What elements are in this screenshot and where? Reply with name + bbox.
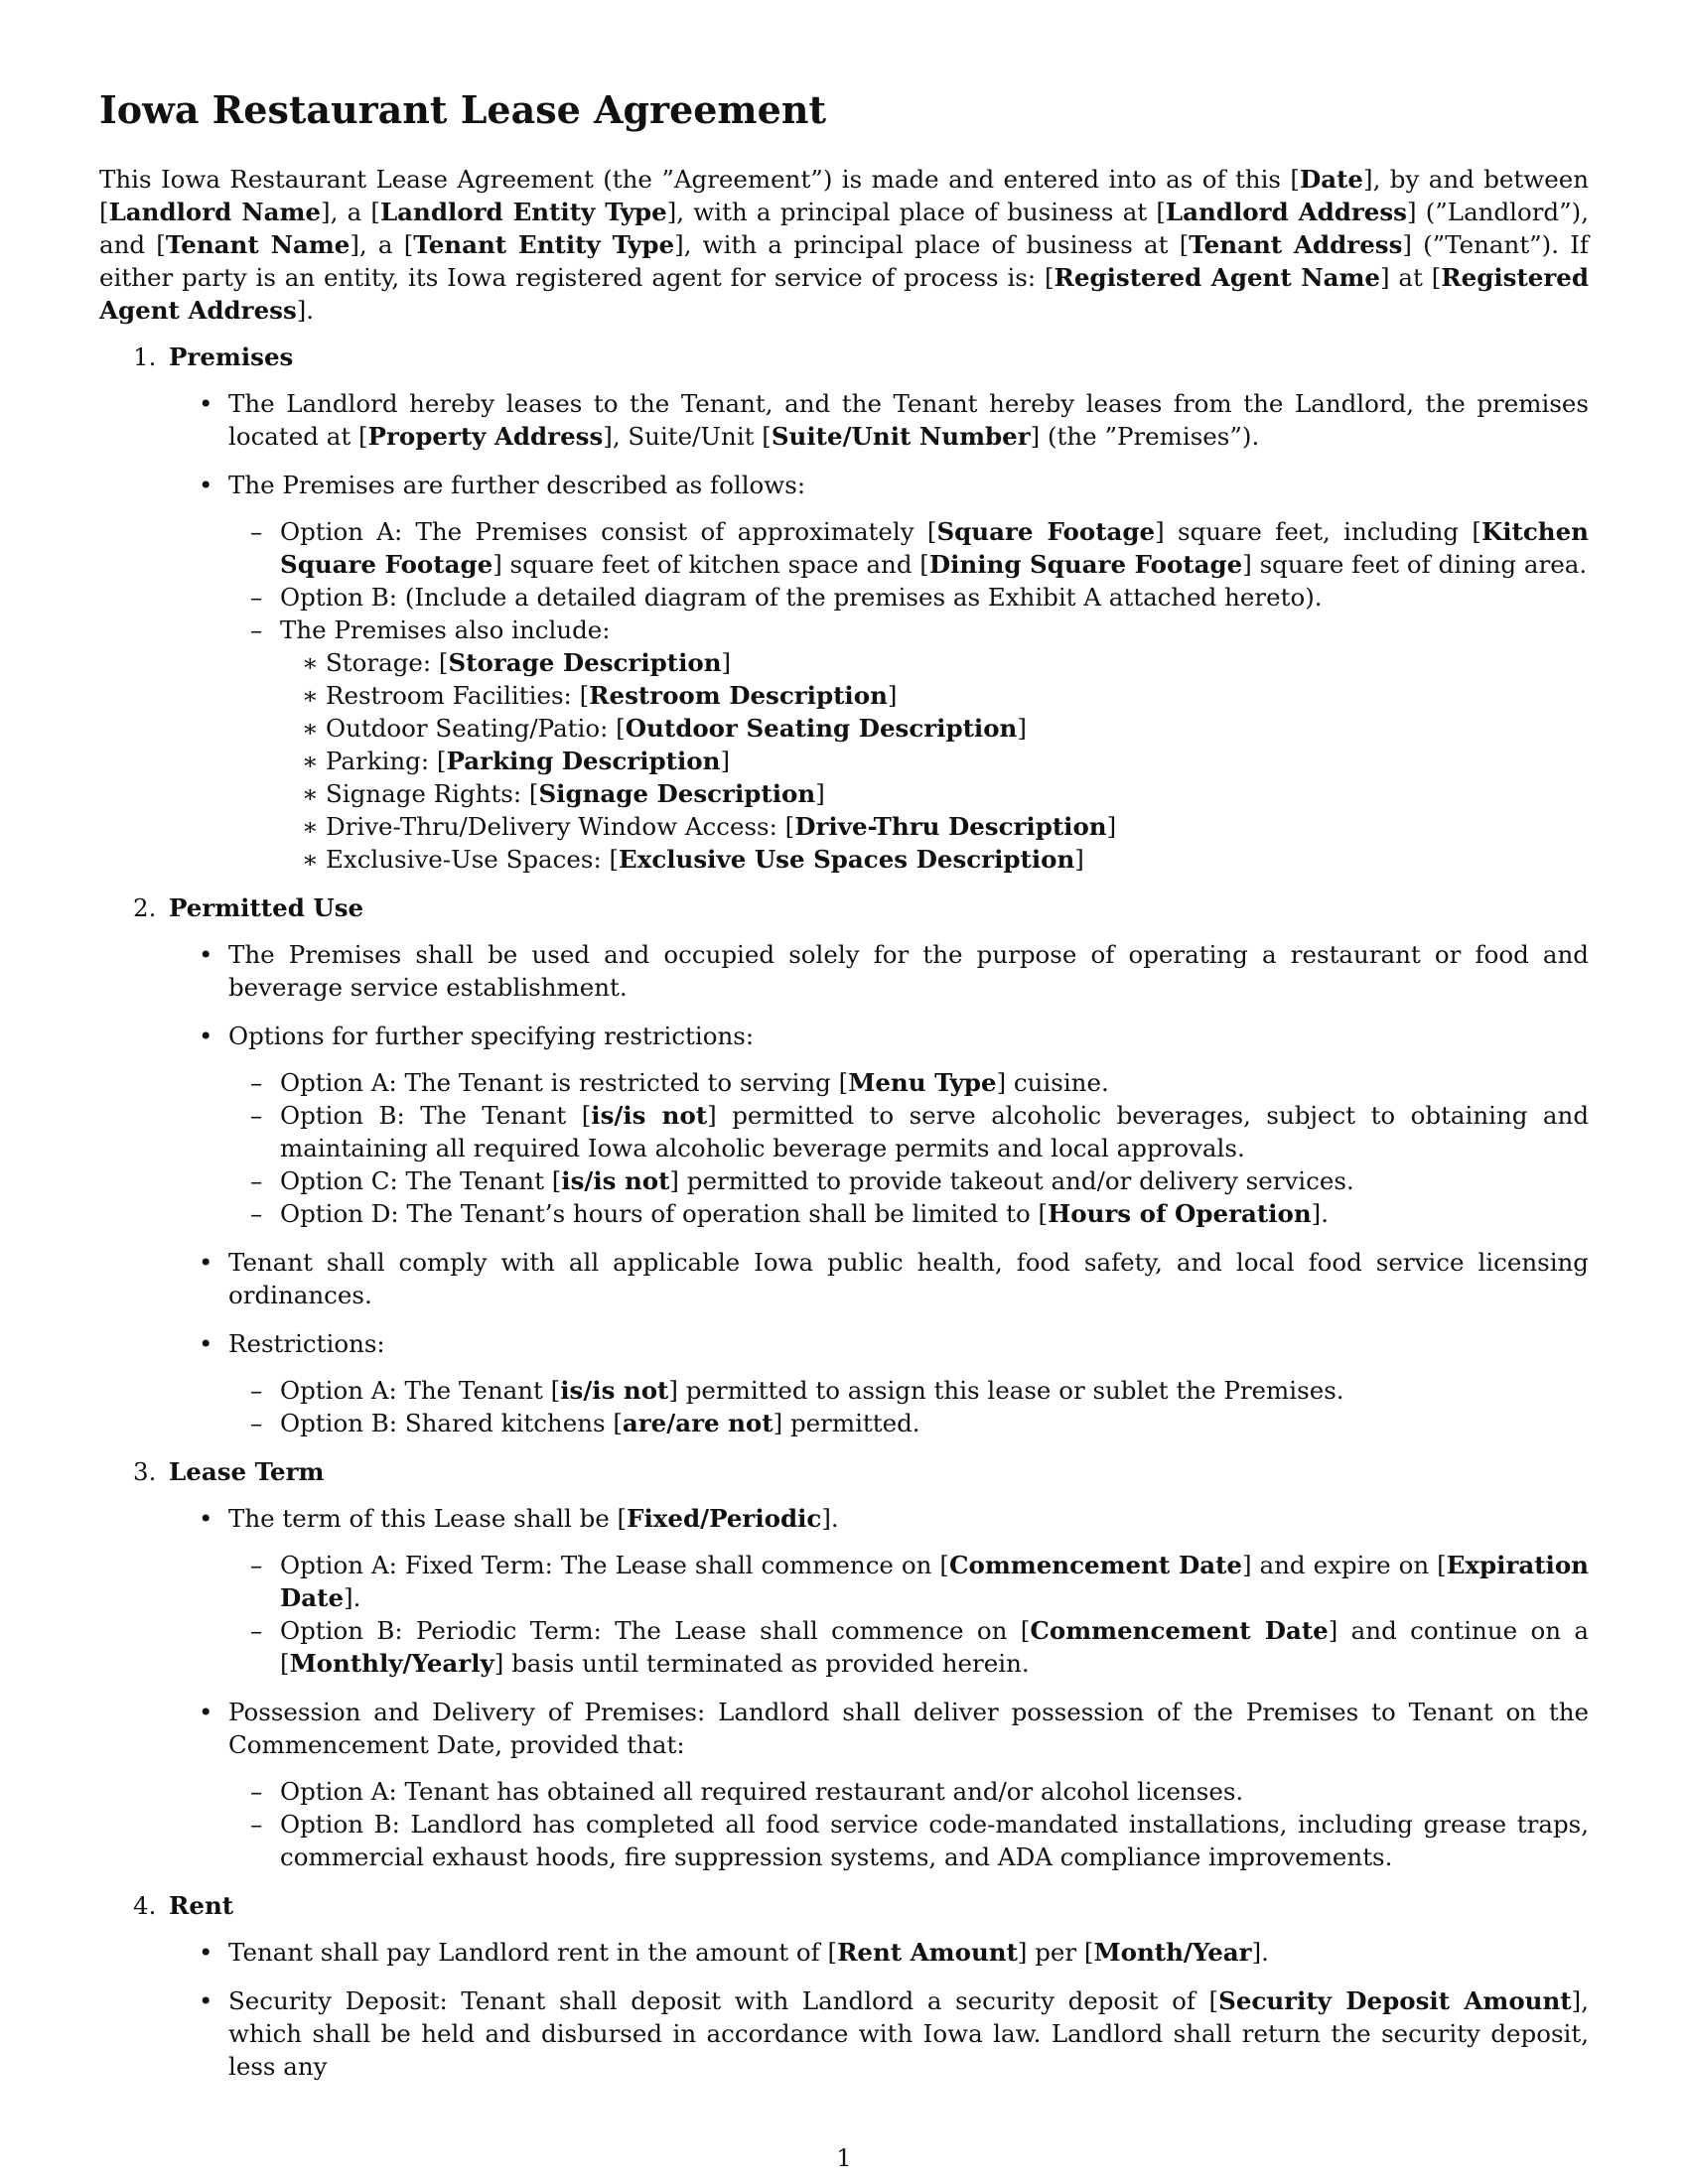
- text-run: ], a [: [321, 198, 380, 226]
- placeholder-field: Expiration Date: [280, 1551, 1589, 1612]
- text-run: ].: [1311, 1199, 1330, 1228]
- placeholder-field: Tenant Address: [1189, 230, 1403, 259]
- bullet-item: [99, 1327, 1589, 1439]
- text-run: ]: [1106, 812, 1117, 841]
- text-run: ] per [: [1017, 1938, 1094, 1967]
- dash-icon: –: [250, 583, 263, 612]
- placeholder-field: Menu Type: [848, 1068, 997, 1097]
- bullet-icon: •: [199, 1504, 213, 1533]
- placeholder-field: Landlord Entity Type: [379, 198, 667, 226]
- dash-item: [99, 1614, 1589, 1680]
- text-run: This Iowa Restaurant Lease Agreement (the ”Agreement”) is made and entered into as of this [: [99, 165, 1300, 194]
- dash-list: [99, 1374, 1589, 1439]
- text-run: The Landlord hereby leases to the Tenant, and the Tenant hereby leases from the Landlord, the premises located at [: [228, 389, 1589, 451]
- section-title: Permitted Use: [169, 893, 364, 922]
- dash-icon: –: [250, 1166, 263, 1195]
- dash-icon: –: [250, 1101, 263, 1130]
- asterisk-icon: ∗: [302, 681, 319, 710]
- text-run: Possession and Delivery of Premises: Landlord shall deliver possession of the Premises to Tenant on the Commencement Date, provided that:: [228, 1698, 1589, 1759]
- bullet-item: [99, 1246, 1589, 1311]
- bullet-item: [99, 1020, 1589, 1230]
- text-run: Storage: [: [326, 648, 449, 677]
- text-run: Exclusive-Use Spaces: [: [326, 845, 620, 874]
- dash-list: [99, 1775, 1589, 1873]
- dash-item: [99, 1549, 1589, 1614]
- placeholder-field: Landlord Address: [1165, 198, 1407, 226]
- text-run: The term of this Lease shall be [: [228, 1504, 628, 1533]
- dash-item: [99, 1197, 1589, 1230]
- placeholder-field: Monthly/Yearly: [289, 1649, 494, 1678]
- placeholder-field: Commencement Date: [1030, 1616, 1329, 1645]
- text-run: ] square feet of kitchen space and [: [492, 550, 929, 579]
- asterisk-icon: ∗: [302, 747, 319, 775]
- bullet-list: [99, 387, 1589, 876]
- text-run: ] permitted to serve alcoholic beverages, subject to obtaining and maintaining all required Iowa alcoholic beverage permits and local approvals.: [280, 1101, 1589, 1162]
- placeholder-field: Hours of Operation: [1048, 1199, 1312, 1228]
- text-run: ].: [344, 1583, 361, 1612]
- text-run: ] (”Landlord”), and [: [99, 198, 1589, 259]
- text-run: Option A: Tenant has obtained all required restaurant and/or alcohol licenses.: [280, 1777, 1244, 1806]
- placeholder-field: Tenant Name: [165, 230, 351, 259]
- asterisk-list: [99, 646, 1589, 876]
- placeholder-field: Kitchen Square Footage: [280, 517, 1589, 579]
- section-heading: [99, 891, 1589, 924]
- bullet-list: [99, 938, 1589, 1439]
- text-run: Restroom Facilities: [: [326, 681, 590, 710]
- text-run: ]: [1017, 714, 1027, 743]
- text-run: Option B: The Tenant [: [280, 1101, 592, 1130]
- text-run: The Premises are further described as follows:: [228, 471, 806, 499]
- text-run: Option B: Landlord has completed all food service code-mandated installations, including grease traps, commercial exhaust hoods, fire suppression systems, and ADA compliance improvements.: [280, 1810, 1589, 1871]
- placeholder-field: Month/Year: [1093, 1938, 1252, 1967]
- placeholder-field: Rent Amount: [837, 1938, 1018, 1967]
- bullet-item: [99, 1502, 1589, 1680]
- placeholder-field: Date: [1299, 165, 1364, 194]
- placeholder-field: Drive-Thru Description: [794, 812, 1107, 841]
- text-run: The Premises shall be used and occupied solely for the purpose of operating a restaurant or food and beverage service establishment.: [228, 940, 1589, 1002]
- asterisk-icon: ∗: [302, 714, 319, 743]
- text-run: Option C: The Tenant [: [280, 1166, 562, 1195]
- dash-item: [99, 1164, 1589, 1197]
- dash-icon: –: [250, 615, 263, 644]
- bullet-icon: •: [199, 940, 213, 969]
- dash-item: [99, 515, 1589, 581]
- text-run: ]: [720, 747, 730, 775]
- placeholder-field: is/is not: [591, 1101, 708, 1130]
- dash-icon: –: [250, 1777, 263, 1806]
- dash-item: [99, 581, 1589, 614]
- bullet-icon: •: [199, 389, 213, 418]
- text-run: Tenant shall comply with all applicable Iowa public health, food safety, and local food service licensing ordinances.: [228, 1248, 1589, 1309]
- section: [99, 891, 1589, 1439]
- asterisk-item: [99, 679, 1589, 712]
- asterisk-item: [99, 745, 1589, 777]
- section: [99, 1889, 1589, 2083]
- text-run: ].: [296, 296, 315, 325]
- text-run: ] square feet, including [: [1155, 517, 1481, 546]
- bullet-list: [99, 1502, 1589, 1873]
- placeholder-field: Outdoor Seating Description: [625, 714, 1018, 743]
- text-run: ] at [: [1380, 263, 1442, 292]
- text-run: ], with a principal place of business at [: [666, 198, 1166, 226]
- placeholder-field: Restroom Description: [589, 681, 888, 710]
- placeholder-field: Exclusive Use Spaces Description: [619, 845, 1075, 874]
- text-run: ], Suite/Unit [: [603, 422, 772, 451]
- bullet-icon: •: [199, 1329, 213, 1358]
- text-run: ]: [815, 779, 825, 808]
- placeholder-field: is/is not: [560, 1376, 669, 1405]
- text-run: ], which shall be held and disbursed in accordance with Iowa law. Landlord shall return the security deposit, less any: [228, 1986, 1589, 2081]
- bullet-icon: •: [199, 1022, 213, 1050]
- text-run: ], with a principal place of business at [: [674, 230, 1190, 259]
- text-run: ].: [821, 1504, 839, 1533]
- section-title: Lease Term: [169, 1457, 325, 1486]
- text-run: ]: [887, 681, 898, 710]
- placeholder-field: Registered Agent Name: [1054, 263, 1381, 292]
- section-heading: [99, 341, 1589, 373]
- text-run: ] and expire on [: [1242, 1551, 1447, 1579]
- section-title: Premises: [169, 342, 294, 371]
- asterisk-item: [99, 843, 1589, 876]
- dash-item: [99, 1808, 1589, 1873]
- text-run: Option B: Shared kitchens [: [280, 1409, 623, 1437]
- dash-list: [99, 515, 1589, 876]
- section-number: 3.: [133, 1457, 157, 1486]
- asterisk-icon: ∗: [302, 845, 319, 874]
- text-run: ], by and between [: [99, 165, 1589, 226]
- bullet-icon: •: [199, 1938, 213, 1967]
- dash-item: [99, 1775, 1589, 1808]
- dash-icon: –: [250, 1068, 263, 1097]
- placeholder-field: Landlord Name: [108, 198, 322, 226]
- asterisk-icon: ∗: [302, 648, 319, 677]
- bullet-icon: •: [199, 1986, 213, 2015]
- text-run: Outdoor Seating/Patio: [: [326, 714, 626, 743]
- bullet-icon: •: [199, 1698, 213, 1726]
- section-list: [99, 341, 1589, 2083]
- dash-list: [99, 1549, 1589, 1680]
- section-number: 1.: [133, 342, 157, 371]
- text-run: ] square feet of dining area.: [1242, 550, 1588, 579]
- placeholder-field: Registered Agent Address: [99, 263, 1589, 325]
- placeholder-field: Square Footage: [936, 517, 1156, 546]
- text-run: Restrictions:: [228, 1329, 385, 1358]
- text-run: Option A: The Premises consist of approximately [: [280, 517, 937, 546]
- placeholder-field: Parking Description: [446, 747, 721, 775]
- bullet-icon: •: [199, 1248, 213, 1277]
- dash-list: [99, 1066, 1589, 1230]
- bullet-item: [99, 938, 1589, 1004]
- text-run: The Premises also include:: [280, 615, 611, 644]
- bullet-item: [99, 1936, 1589, 1969]
- section: [99, 341, 1589, 876]
- asterisk-item: [99, 777, 1589, 810]
- asterisk-item: [99, 646, 1589, 679]
- bullet-icon: •: [199, 471, 213, 499]
- text-run: ].: [1251, 1938, 1269, 1967]
- text-run: ] (”Tenant”). If either party is an entity, its Iowa registered agent for service of process is: [: [99, 230, 1589, 292]
- placeholder-field: Fixed/Periodic: [627, 1504, 822, 1533]
- section: [99, 1455, 1589, 1873]
- text-run: Signage Rights: [: [326, 779, 539, 808]
- document-title: Iowa Restaurant Lease Agreement: [99, 87, 827, 132]
- text-run: ] permitted.: [773, 1409, 920, 1437]
- bullet-item: [99, 387, 1589, 453]
- text-run: Drive-Thru/Delivery Window Access: [: [326, 812, 795, 841]
- dash-icon: –: [250, 1409, 263, 1437]
- asterisk-item: [99, 712, 1589, 745]
- bullet-item: [99, 469, 1589, 876]
- placeholder-field: Security Deposit Amount: [1218, 1986, 1572, 2015]
- text-run: ] and continue on a [: [280, 1616, 1589, 1678]
- dash-item: [99, 1099, 1589, 1164]
- section-number: 4.: [133, 1891, 157, 1920]
- text-run: Option A: The Tenant is restricted to serving [: [280, 1068, 849, 1097]
- placeholder-field: Storage Description: [448, 648, 722, 677]
- placeholder-field: is/is not: [561, 1166, 670, 1195]
- dash-icon: –: [250, 1199, 263, 1228]
- text-run: ], a [: [350, 230, 414, 259]
- bullet-item: [99, 1984, 1589, 2083]
- text-run: Security Deposit: Tenant shall deposit with Landlord a security deposit of [: [228, 1986, 1219, 2015]
- text-run: Option D: The Tenant’s hours of operation shall be limited to [: [280, 1199, 1049, 1228]
- section-number: 2.: [133, 893, 157, 922]
- dash-item: [99, 1066, 1589, 1099]
- placeholder-field: are/are not: [622, 1409, 774, 1437]
- text-run: ]: [721, 648, 732, 677]
- bullet-list: [99, 1936, 1589, 2083]
- asterisk-icon: ∗: [302, 779, 319, 808]
- placeholder-field: Property Address: [367, 422, 604, 451]
- placeholder-field: Tenant Entity Type: [413, 230, 675, 259]
- section-title: Rent: [169, 1891, 234, 1920]
- text-run: ]: [1074, 845, 1084, 874]
- text-run: ] basis until terminated as provided herein.: [493, 1649, 1030, 1678]
- text-run: ] permitted to provide takeout and/or delivery services.: [669, 1166, 1354, 1195]
- bullet-item: [99, 1696, 1589, 1873]
- text-run: Tenant shall pay Landlord rent in the amount of [: [228, 1938, 838, 1967]
- dash-icon: –: [250, 517, 263, 546]
- text-run: Options for further specifying restrictions:: [228, 1022, 755, 1050]
- text-run: ] permitted to assign this lease or sublet the Premises.: [668, 1376, 1344, 1405]
- placeholder-field: Signage Description: [538, 779, 816, 808]
- placeholder-field: Dining Square Footage: [928, 550, 1243, 579]
- text-run: Option B: (Include a detailed diagram of the premises as Exhibit A attached hereto).: [280, 583, 1323, 612]
- document-page: [99, 87, 1589, 2099]
- text-run: Parking: [: [326, 747, 447, 775]
- dash-icon: –: [250, 1551, 263, 1579]
- dash-icon: –: [250, 1376, 263, 1405]
- asterisk-item: [99, 810, 1589, 843]
- text-run: Option A: The Tenant [: [280, 1376, 561, 1405]
- text-run: ] cuisine.: [996, 1068, 1109, 1097]
- section-heading: [99, 1889, 1589, 1922]
- dash-item: [99, 1374, 1589, 1407]
- asterisk-icon: ∗: [302, 812, 319, 841]
- dash-icon: –: [250, 1616, 263, 1645]
- intro-paragraph: [99, 163, 1589, 327]
- dash-icon: –: [250, 1810, 263, 1839]
- dash-item: [99, 1407, 1589, 1439]
- page-number: 1: [836, 2144, 852, 2172]
- placeholder-field: Commencement Date: [949, 1551, 1242, 1579]
- section-heading: [99, 1455, 1589, 1488]
- text-run: Option A: Fixed Term: The Lease shall commence on [: [280, 1551, 949, 1579]
- placeholder-field: Suite/Unit Number: [771, 422, 1031, 451]
- dash-item: [99, 614, 1589, 876]
- text-run: Option B: Periodic Term: The Lease shall commence on [: [280, 1616, 1031, 1645]
- text-run: ] (the ”Premises”).: [1030, 422, 1260, 451]
